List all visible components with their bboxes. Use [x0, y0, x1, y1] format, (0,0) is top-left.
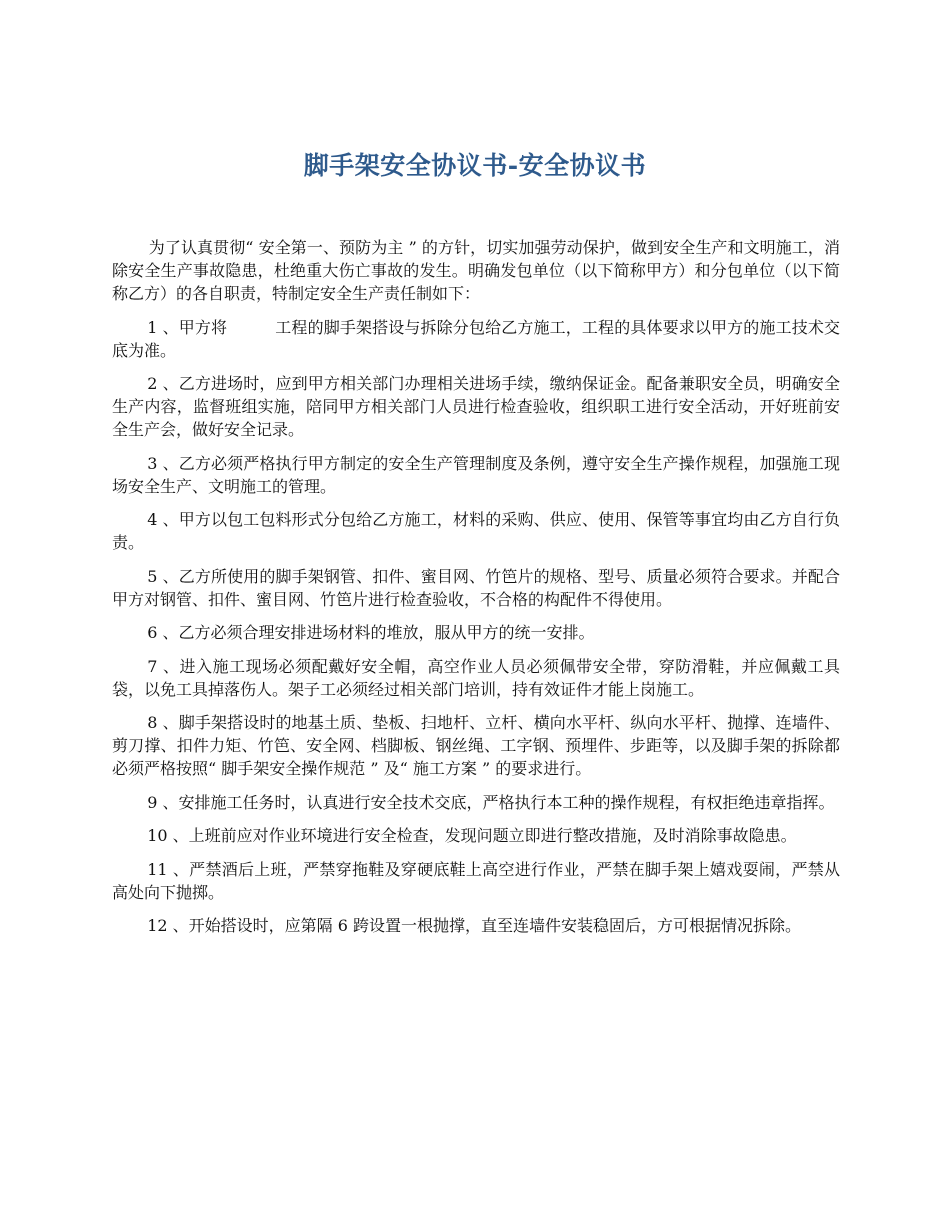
- clause-1-rest: 工程的脚手架搭设与拆除分包给乙方施工，工程的具体要求以甲方的施工技术交底为准。: [112, 317, 840, 360]
- clause-2: 2 、乙方进场时，应到甲方相关部门办理相关进场手续，缴纳保证金。配备兼职安全员，明确安全生产内容，监督班组实施，陪同甲方相关部门人员进行检查验收，组织职工进行安全活动，开好班前安全生产会，做好安全记录。: [112, 374, 840, 439]
- document-title: 脚手架安全协议书-安全协议书: [303, 151, 647, 180]
- clause-12: 12 、开始搭设时，应第隔 6 跨设置一根抛撑，直至连墙件安装稳固后，方可根据情况拆除。: [147, 916, 801, 935]
- clause-8: 8 、脚手架搭设时的地基土质、垫板、扫地杆、立杆、横向水平杆、纵向水平杆、抛撑、连墙件、剪刀撑、扣件力矩、竹笆、安全网、档脚板、钢丝绳、工字钢、预埋件、步距等，以及脚手架的拆除都必须严格按照“ 脚手架安全操作规范 ” 及“ 施工方案 ” 的要求进行。: [112, 713, 840, 778]
- document-body: [112, 236, 840, 948]
- clause-1-lead: 1 、甲方将: [147, 317, 228, 337]
- intro-paragraph: 为了认真贯彻“ 安全第一、预防为主 ” 的方针，切实加强劳动保护，做到安全生产和文明施工，消除安全生产事故隐患，杜绝重大伤亡事故的发生。明确发包单位（以下简称甲方）和分包单位（以下简称乙方）的各自职责，特制定安全生产责任制如下：: [112, 238, 840, 303]
- clause-3: 3 、乙方必须严格执行甲方制定的安全生产管理制度及条例，遵守安全生产操作规程，加强施工现场安全生产、文明施工的管理。: [112, 453, 840, 496]
- clause-10: 10 、上班前应对作业环境进行安全检查，发现问题立即进行整改措施，及时消除事故隐患。: [147, 826, 797, 845]
- clause-9: 9 、安排施工任务时，认真进行安全技术交底，严格执行本工种的操作规程，有权拒绝违章指挥。: [147, 792, 835, 812]
- clause-11: 11 、严禁酒后上班，严禁穿拖鞋及穿硬底鞋上高空进行作业，严禁在脚手架上嬉戏耍闹，严禁从高处向下抛掷。: [112, 859, 840, 902]
- clause-5: 5 、乙方所使用的脚手架钢管、扣件、蜜目网、竹笆片的规格、型号、质量必须符合要求。并配合甲方对钢管、扣件、蜜目网、竹笆片进行检查验收，不合格的构配件不得使用。: [112, 566, 840, 609]
- clause-1: [112, 316, 840, 362]
- clause-7: 7 、进入施工现场必须配戴好安全帽，高空作业人员必须佩带安全带，穿防滑鞋，并应佩戴工具袋，以免工具掉落伤人。架子工必须经过相关部门培训，持有效证件才能上岗施工。: [112, 656, 840, 699]
- clause-4: 4 、甲方以包工包料形式分包给乙方施工，材料的采购、供应、使用、保管等事宜均由乙方自行负责。: [112, 510, 840, 552]
- clause-6: 6 、乙方必须合理安排进场材料的堆放，服从甲方的统一安排。: [147, 623, 595, 642]
